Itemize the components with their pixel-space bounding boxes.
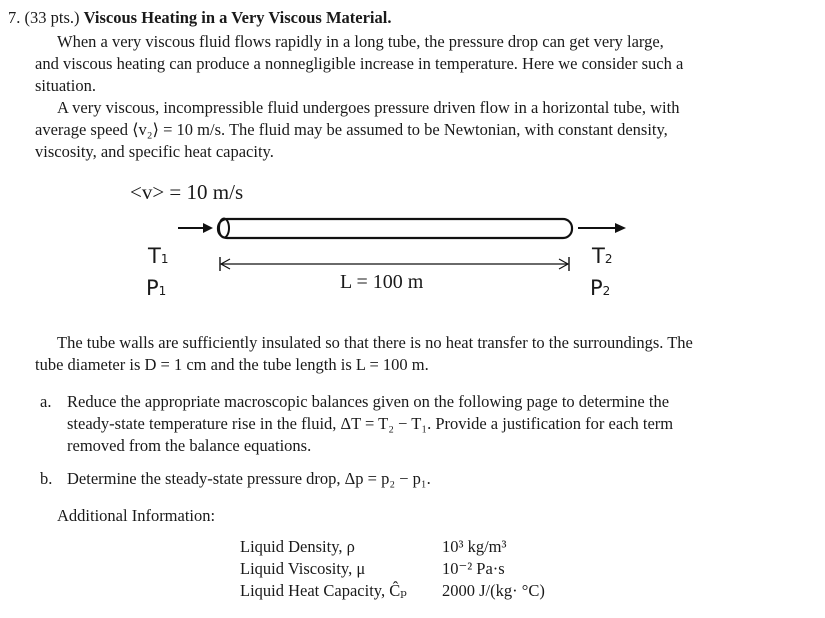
intro-line-3: situation. (35, 76, 96, 95)
property-value-viscosity: 10⁻² Pa·s (442, 559, 505, 578)
problem-number: 7. (8, 8, 21, 27)
outlet-pressure: P2 (590, 276, 611, 300)
speed-label: <v> = 10 m/s (130, 180, 244, 204)
property-name-heat-capacity: Liquid Heat Capacity, Ĉₚ (240, 581, 407, 600)
outlet-arrowhead (615, 223, 626, 233)
intro-line-6: viscosity, and specific heat capacity. (35, 142, 274, 161)
intro-line-1: When a very viscous fluid flows rapidly in a long tube, the pressure drop can get very large, (57, 32, 664, 51)
intro-line-4: A very viscous, incompressible fluid undergoes pressure driven flow in a horizontal tube, with (57, 98, 680, 117)
intro-line-5: average speed ⟨v₂⟩ = 10 m/s. The fluid may be assumed to be Newtonian, with constant density, (35, 120, 668, 139)
tube-inlet-end (219, 219, 229, 238)
intro-line-2: and viscous heating can produce a nonnegligible increase in temperature. Here we consider such a (35, 54, 684, 73)
inlet-pressure: P1 (146, 276, 167, 300)
problem-title: Viscous Heating in a Very Viscous Material. (83, 8, 392, 27)
inlet-temperature: T1 (148, 244, 169, 268)
length-label: L = 100 m (340, 271, 424, 293)
part-a-line-2: steady-state temperature rise in the fluid, ΔT = T₂ − T₁. Provide a justification for each term (67, 414, 674, 433)
part-a-label: a. (40, 392, 52, 411)
outlet-temperature: T2 (592, 244, 613, 268)
tube-body (218, 219, 572, 238)
part-a-line-3: removed from the balance equations. (67, 436, 312, 455)
part-b-line-1: Determine the steady-state pressure drop, Δp = p₂ − p₁. (67, 469, 431, 488)
problem-points: (33 pts.) (24, 8, 80, 27)
property-name-viscosity: Liquid Viscosity, μ (240, 559, 366, 578)
inlet-arrowhead (203, 223, 213, 233)
additional-heading: Additional Information: (57, 506, 216, 525)
part-b-label: b. (40, 469, 53, 488)
property-name-density: Liquid Density, ρ (240, 537, 355, 556)
property-value-heat-capacity: 2000 J/(kg· °C) (442, 581, 545, 600)
walls-line-2: tube diameter is D = 1 cm and the tube length is L = 100 m. (35, 355, 429, 374)
property-value-density: 10³ kg/m³ (442, 537, 507, 556)
part-a-line-1: Reduce the appropriate macroscopic balances given on the following page to determine the (67, 392, 670, 411)
walls-line-1: The tube walls are sufficiently insulated so that there is no heat transfer to the surroundings. The (57, 333, 693, 352)
